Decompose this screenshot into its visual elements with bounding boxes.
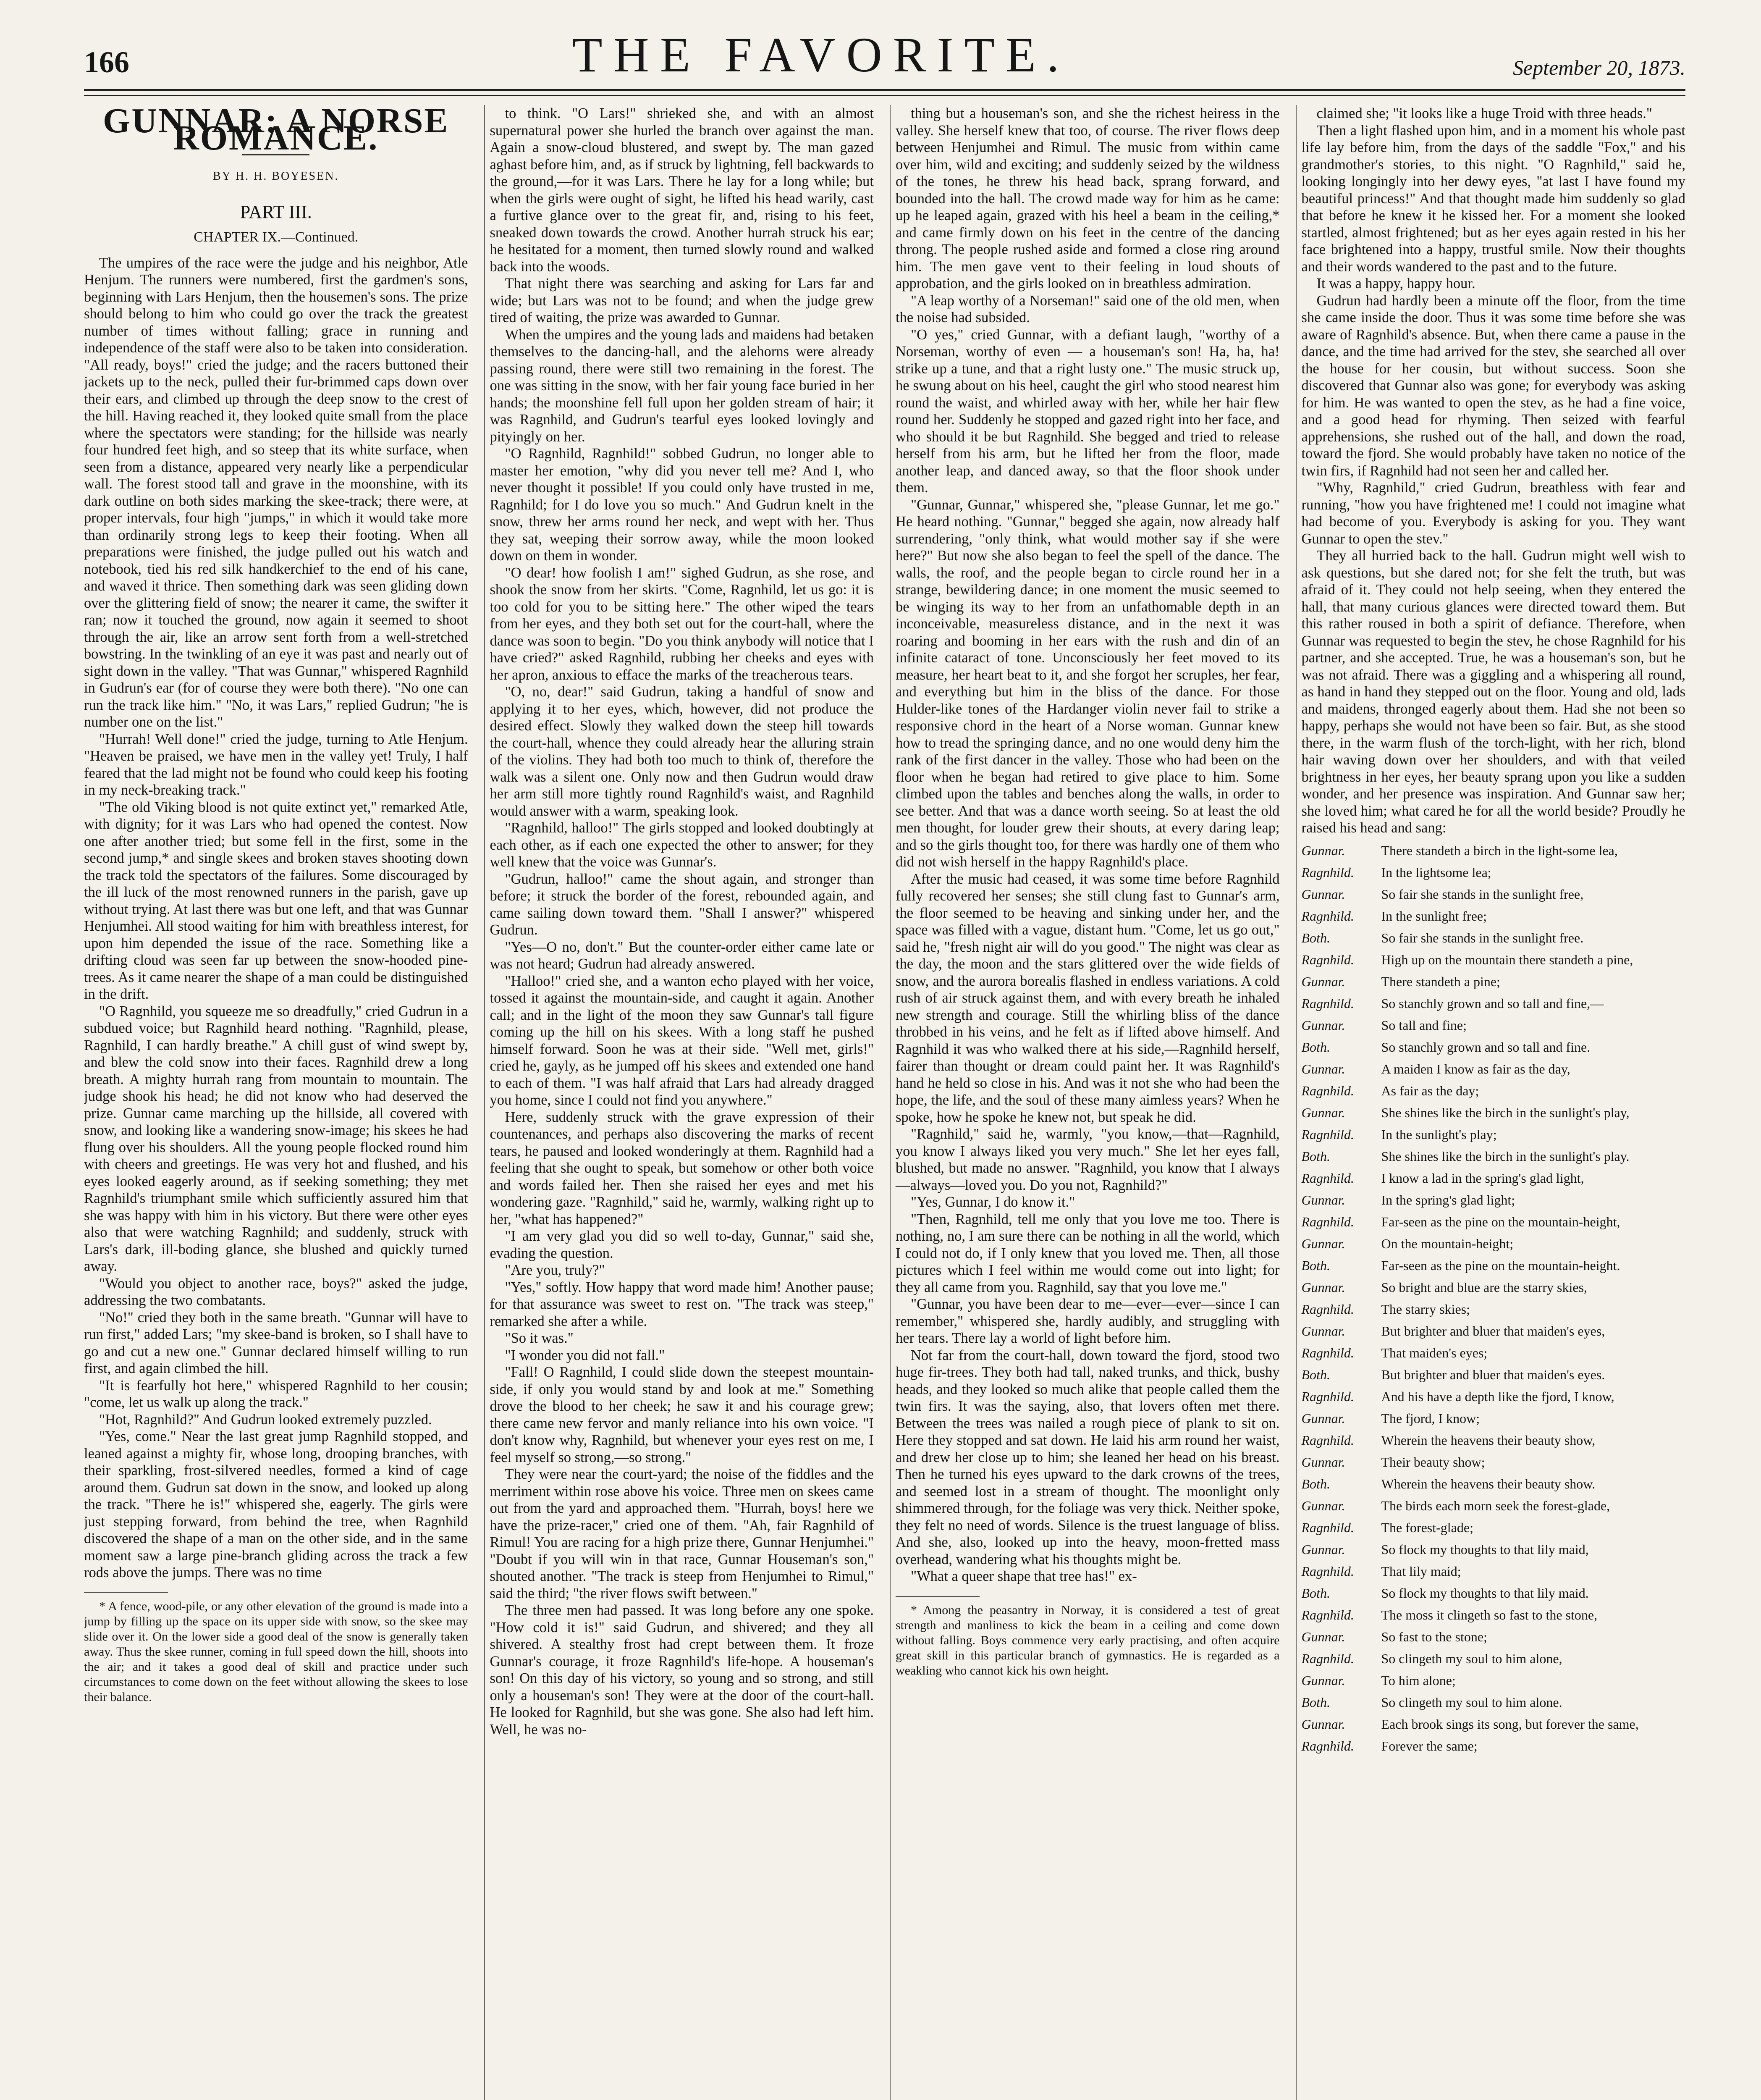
publication-title: THE FAVORITE. bbox=[572, 27, 1070, 82]
song-text: And his have a depth like the fjord, I know, bbox=[1381, 1389, 1614, 1404]
song-speaker: Gunnar. bbox=[1301, 886, 1345, 902]
song-text: So flock my thoughts to that lily maid, bbox=[1381, 1541, 1589, 1557]
song-line bbox=[1302, 886, 1686, 902]
song-text: But brighter and bluer that maiden's eyes, bbox=[1381, 1323, 1605, 1339]
paragraph: "Gudrun, halloo!" came the shout again, and stronger than before; it struck the border of the forest, rebounded again, and came sailing down toward them. "Shall I answer?" whispered Gudrun. bbox=[490, 871, 874, 938]
song-speaker: Ragnhild. bbox=[1301, 908, 1354, 924]
song-speaker: Both. bbox=[1301, 1476, 1330, 1491]
paragraph: Gudrun had hardly been a minute off the floor, from the time she came inside the door. Thus it was some time before she was aware of Ragnhild's absence. But, when there came a pause in the dance, and the time had arrived for the stev, she searched all over the house for her cousin, but without success. Soon she discovered that Gunnar also was gone; for everybody was asking for him. He was wanted to open the stev, as he had a fine voice, and a good head for rhyming. Then seized with fearful apprehensions, she rushed out of the hall, and down the road, toward the fjord. She would probably have taken no notice of the twin firs, if Ragnhild had not seen her and called her. bbox=[1301, 292, 1685, 479]
song-speaker: Ragnhild. bbox=[1301, 1083, 1354, 1098]
masthead-rule-thin bbox=[84, 95, 1685, 96]
song-line bbox=[1302, 1126, 1686, 1142]
column-3 bbox=[890, 105, 1280, 2100]
paragraph: "O yes," cried Gunnar, with a defiant laugh, "worthy of a Norseman, worthy of even — a houseman's son! Ha, ha, ha! strike up a tune, and that a right lusty one." The music struck up, he swung about on his heel, caught the girl who stood nearest him round the waist, and whirled away with her, while her hair flew round her. Suddenly he stopped and gazed right into her face, and who should it be but Ragnhild. She begged and tried to release herself from his arm, but he lifted her from the floor, made another leap, and danced away, so that the floor shook under them. bbox=[896, 326, 1280, 496]
song-speaker: Both. bbox=[1301, 1148, 1330, 1164]
song-text: On the mountain-height; bbox=[1381, 1236, 1514, 1251]
paragraph: "Hurrah! Well done!" cried the judge, turning to Atle Henjum. "Heaven be praised, we have men in the valley yet! Truly, I half feared that the lad might not be found who could keep his footing in my neck-breaking track." bbox=[84, 731, 468, 798]
song-line bbox=[1302, 1105, 1686, 1121]
paragraph: "Gunnar, Gunnar," whispered she, "please Gunnar, let me go." He heard nothing. "Gunnar," begged she again, now already half surrendering, "only think, what would mother say if she were here?" But now she also began to feel the spell of the dance. The walls, the roof, and the people began to circle round her in a strange, bewildering dance; in one moment the music seemed to be winging its way to her from an unfathomable depth in an inconceivable, measureless distance, and in the next it was roaring and booming in her ears with the rush and din of an infinite cataract of tone. Unconsciously her feet moved to its measure, her heart beat to it, and she forgot her scruples, her fear, and everything but him in the bliss of the dance. For those Hulder-like tones of the Hardanger violin never fail to strike a responsive chord in the heart of a Norse woman. Gunnar knew how to tread the springing dance, and no one would deny him the rank of the first dancer in the valley. Those who had been on the floor when he began had retired to give place to him. Some climbed upon the tables and benches along the walls, in order to see better. And that was a dance worth seeing. So at least the old men thought, for louder grew their shouts, at every daring leap; and so the girls thought too, for there was hardly one of them who did not wish herself in the happy Ragnhild's place. bbox=[896, 496, 1280, 870]
footnote-rule bbox=[84, 1592, 168, 1593]
song-speaker: Ragnhild. bbox=[1301, 1301, 1354, 1317]
paragraph: The umpires of the race were the judge and his neighbor, Atle Henjum. The runners were numbered, first the gardmen's sons, beginning with Lars Henjum, then the housemen's sons. The prize should belong to him who could go over the track the greatest number of times without falling; grace in running and independence of the staff were also to be taken into consideration. "All ready, boys!" cried the judge; and the racers buttoned their jackets up to the neck, pulled their fur-brimmed caps down over their ears, and climbed up through the deep snow to the crest of the hill. Having reached it, they looked quite small from the place where the spectators were standing; for the hillside was nearly four hundred feet high, and so steep that its white surface, when seen from a distance, appeared very nearly like a perpendicular wall. The forest stood tall and grave in the moonshine, with its dark outline on both sides marking the skee-track; there were, at proper intervals, four high "jumps," in which it would take more than ordinarily strong legs to keep their footing. When all preparations were finished, the judge pulled out his watch and notebook, tied his red silk handkerchief to the end of his cane, and waved it thrice. Then something dark was seen gliding down over the glittering field of snow; the nearer it came, the swifter it ran; now it touched the ground, now again it seemed to shoot through the air, like an arrow sent forth from a well-stretched bowstring. In the twinkling of an eye it was past and nearly out of sight down in the valley. "That was Gunnar," whispered Ragnhild in Gudrun's ear (for of course they were both there). "No one can run the track like him." "No, it was Lars," replied Gudrun; "he is number one on the list." bbox=[84, 255, 468, 730]
page-number: 166 bbox=[84, 45, 129, 79]
song-speaker: Gunnar. bbox=[1301, 1541, 1345, 1557]
song-text: So stanchly grown and so tall and fine. bbox=[1381, 1039, 1591, 1055]
song-speaker: Ragnhild. bbox=[1301, 1651, 1354, 1666]
song-text: That maiden's eyes; bbox=[1381, 1345, 1488, 1360]
song-text: The forest-glade; bbox=[1381, 1520, 1473, 1535]
song-speaker: Gunnar. bbox=[1301, 1498, 1345, 1513]
song-line bbox=[1302, 1170, 1686, 1186]
song-speaker: Ragnhild. bbox=[1301, 1126, 1354, 1142]
song-speaker: Both. bbox=[1301, 1367, 1330, 1382]
song-line bbox=[1302, 952, 1686, 968]
paragraph: "O, no, dear!" said Gudrun, taking a handful of snow and applying it to her eyes, which, however, did not produce the desired effect. Slowly they walked down the steep hill towards the court-hall, whence they could already hear the alluring strain of the violins. They had both too much to think of, therefore the walk was a silent one. Only now and then Gudrun would draw her arm still more tightly round Ragnhild's waist, and Ragnhild would answer with a warm, speaking look. bbox=[490, 684, 874, 819]
paragraph: "A leap worthy of a Norseman!" said one of the old men, when the noise had subsided. bbox=[896, 292, 1280, 326]
column-1 bbox=[84, 105, 468, 2100]
song-text: So clingeth my soul to him alone, bbox=[1381, 1651, 1562, 1666]
masthead bbox=[84, 29, 1685, 80]
song-text: To him alone; bbox=[1381, 1672, 1456, 1688]
song-line bbox=[1302, 1541, 1686, 1557]
paragraph: "Then, Ragnhild, tell me only that you love me too. There is nothing, no, I am sure there can be nothing in all the world, which I could not do, if I only knew that you loved me. Then, all those pictures which I feel within me would come out into light; for they all came from you. Ragnhild, say that you love me." bbox=[896, 1211, 1280, 1295]
song-line bbox=[1302, 908, 1686, 924]
paragraph: "Fall! O Ragnhild, I could slide down the steepest mountain-side, if only you would stand by and look at me." Something drove the blood to her cheek; he saw it and his courage grew; there came new fervor and manly reliance into his own voice. "I don't know why, Ragnhild, but whenever your eyes rest on me, I feel myself so strong,—so strong." bbox=[490, 1364, 874, 1465]
song-text: A maiden I know as fair as the day, bbox=[1381, 1061, 1570, 1076]
song-speaker: Gunnar. bbox=[1301, 974, 1345, 989]
song-line bbox=[1302, 1257, 1686, 1273]
song-text: There standeth a birch in the light-some lea, bbox=[1381, 843, 1618, 858]
song-speaker: Gunnar. bbox=[1301, 1105, 1345, 1120]
paragraph: Here, suddenly struck with the grave expression of their countenances, and perhaps also discovering the marks of recent tears, he paused and looked wonderingly at them. Ragnhild had a feeling that she ought to speak, but somehow or other both voice and words failed her. Then she raised her eyes and met his wondering gaze. "Ragnhild," said he, warmly, walking right up to her, "what has happened?" bbox=[490, 1109, 874, 1227]
paragraph: "Yes, come." Near the last great jump Ragnhild stopped, and leaned against a mighty fir, whose long, drooping branches, with their sparkling, frost-silvered needles, formed a kind of cage around them. Gudrun sat down in the snow, and looked up along the track. "There he is!" whispered she, eagerly. The girls were just stepping forward, from behind the tree, when Ragnhild discovered the shape of a man on the other side, and in the same moment saw a large pine-branch gliding across the track a few rods above the jumps. There was no time bbox=[84, 1428, 468, 1580]
song-speaker: Ragnhild. bbox=[1301, 1738, 1354, 1754]
song-text: So stanchly grown and so tall and fine,— bbox=[1381, 995, 1604, 1011]
paragraph: "What a queer shape that tree has!" ex- bbox=[911, 1568, 1137, 1584]
footnote: * Among the peasantry in Norway, it is considered a test of great strength and manliness to kick the beam in a ceiling and come down without falling. Boys commence very early practising, and often acquire great skill in this particular branch of gymnastics. He is regarded as a weakling who cannot kick his own height. bbox=[896, 1603, 1280, 1677]
song-line bbox=[1302, 930, 1686, 946]
song-text: But brighter and bluer that maiden's eyes. bbox=[1381, 1367, 1605, 1382]
chapter-heading: CHAPTER IX.—Continued. bbox=[194, 229, 359, 245]
song-text: Far-seen as the pine on the mountain-height, bbox=[1381, 1214, 1620, 1229]
paragraph: "Why, Ragnhild," cried Gudrun, breathless with fear and running, "how you have frightened me! I could not imagine what had become of you. Everybody is asking for you. They want Gunnar to open the stev." bbox=[1301, 480, 1685, 547]
song-speaker: Gunnar. bbox=[1301, 1410, 1345, 1426]
song-speaker: Gunnar. bbox=[1301, 1629, 1345, 1644]
song-text: In the sunlight free; bbox=[1381, 908, 1487, 924]
song-text: The starry skies; bbox=[1381, 1301, 1470, 1317]
song-line bbox=[1302, 1454, 1686, 1470]
song-speaker: Gunnar. bbox=[1301, 1192, 1345, 1208]
song-text: Far-seen as the pine on the mountain-height. bbox=[1381, 1257, 1620, 1273]
paragraph: "Would you object to another race, boys?" asked the judge, addressing the two combatants. bbox=[84, 1275, 468, 1308]
song-line bbox=[1302, 1410, 1686, 1426]
song-text: I know a lad in the spring's glad light, bbox=[1381, 1170, 1584, 1186]
paragraph: thing but a houseman's son, and she the richest heiress in the valley. She herself knew that too, of course. The river flows deep between Henjumhei and Rimul. The music from within came over him, wild and exciting; and suddenly seized by the wildness of the tones, he threw his head back, sprang forward, and bounded into the hall. The crowd made way for him as he came: up he leaped again, grazed with his heel a beam in the ceiling,* and came firmly down on his feet in the centre of the dancing throng. The people rushed aside and formed a close ring around him. The men gave vent to their feeling in loud shouts of approbation, and the girls looked on in breathless admiration. bbox=[896, 105, 1280, 291]
song-text: Wherein the heavens their beauty show, bbox=[1381, 1432, 1596, 1448]
masthead-rule bbox=[84, 89, 1685, 91]
footnote: * A fence, wood-pile, or any other elevation of the ground is made into a jump by filling up the space on its upper side with snow, so the skee may slide over it. On the lower side a good deal of the snow is generally taken away. Thus the skee runner, coming in full speed down the hill, shoots into the air; and it takes a good deal of skill and practice under such circumstances to come down on the feet without allowing the skees to lose their balance. bbox=[84, 1599, 468, 1704]
song-speaker: Gunnar. bbox=[1301, 1672, 1345, 1688]
song-speaker: Ragnhild. bbox=[1301, 1520, 1354, 1535]
song-line bbox=[1302, 1585, 1686, 1601]
song-text: That lily maid; bbox=[1381, 1563, 1461, 1579]
song-text: So bright and blue are the starry skies, bbox=[1381, 1279, 1588, 1295]
paragraph: "Yes," softly. How happy that word made him! Another pause; for that assurance was sweet to rest on. "The track was steep," remarked she after a while. bbox=[490, 1279, 874, 1329]
song-text: So fast to the stone; bbox=[1381, 1629, 1487, 1644]
column-body bbox=[1302, 105, 1686, 837]
paragraph: "I wonder you did not fall." bbox=[505, 1347, 665, 1363]
paragraph: "Ragnhild, halloo!" The girls stopped and looked doubtingly at each other, as if each one expected the other to answer; for they well knew that the voice was Gunnar's. bbox=[490, 820, 874, 870]
song-line bbox=[1302, 1672, 1686, 1688]
paragraph: "The old Viking blood is not quite extinct yet," remarked Atle, with dignity; for it was Lars who had opened the contest. Now one after another tried; but some fell in the first, some in the second jump,* and single skees and broken staves shooting down the track told the spectators of the failures. Some discouraged by the ill luck of the most renowned runners in the parish, gave up without trying. At last there was but one left, and that was Gunnar Henjumhei. All stood waiting for him with breathless interest, for upon him depended the issue of the race. Something like a drifting cloud was seen far up between the snow-hooded pine-trees. As it came nearer the shape of a man could be distinguished in the drift. bbox=[84, 799, 468, 1002]
song-text: So flock my thoughts to that lily maid. bbox=[1381, 1585, 1589, 1601]
song-line bbox=[1302, 1563, 1686, 1579]
song-text: Their beauty show; bbox=[1381, 1454, 1485, 1470]
paragraph: claimed she; "it looks like a huge Troid with three heads." bbox=[1316, 105, 1652, 121]
paragraph: They all hurried back to the hall. Gudrun might well wish to ask questions, but she dared not; for she felt the truth, but was afraid of it. They could not help seeing, when they entered the hall, that many curious glances were directed toward them. But this rather roused in both a spirit of defiance. Therefore, when Gunnar was requested to begin the stev, he chose Ragnhild for his partner, and she accepted. True, he was a houseman's son, but he was not afraid. There was a giggling and a whispering all round, as hand in hand they stepped out on the floor. Young and old, lads and maidens, thronged eagerly about them. Had she not been so happy, perhaps she would not have been so fair. But, as she stood there, in the warm flush of the torch-light, with her rich, blond hair waving down over her shoulders, and with that veiled brightness in her eyes, her beauty sprang upon you like a sudden wonder, and her presence was inspiration. And Gunnar saw her; she loved him; what cared he for all the world beside? Proudly he raised his head and sang: bbox=[1301, 548, 1685, 836]
song-text: Wherein the heavens their beauty show. bbox=[1381, 1476, 1596, 1491]
paragraph: "Gunnar, you have been dear to me—ever—ever—since I can remember," whispered she, hardly audibly, and struggling with her tears. There lay a world of light before him. bbox=[896, 1296, 1280, 1346]
song-text: She shines like the birch in the sunlight's play, bbox=[1381, 1105, 1630, 1120]
song-verses bbox=[1302, 843, 1686, 1754]
song-text: In the lightsome lea; bbox=[1381, 864, 1491, 880]
song-line bbox=[1302, 995, 1686, 1011]
song-text: She shines like the birch in the sunlight's play. bbox=[1381, 1148, 1630, 1164]
columns bbox=[84, 105, 1685, 2100]
song-speaker: Ragnhild. bbox=[1301, 1170, 1354, 1186]
song-speaker: Both. bbox=[1301, 930, 1330, 945]
song-line bbox=[1302, 1738, 1686, 1754]
paragraph: "Are you, truly?" bbox=[505, 1262, 605, 1278]
paragraph: "Hot, Ragnhild?" And Gudrun looked extremely puzzled. bbox=[99, 1411, 432, 1428]
issue-date: September 20, 1873. bbox=[1512, 56, 1685, 79]
paragraph: "Ragnhild," said he, warmly, "you know,—that—Ragnhild, you know I always liked you very much." She let her eyes fall, blushed, but made no answer. "Ragnhild, you know that I always—always—loved you. Do you not, Ragnhild?" bbox=[896, 1126, 1280, 1193]
song-line bbox=[1302, 1389, 1686, 1404]
paragraph: When the umpires and the young lads and maidens had betaken themselves to the dancing-hall, and the alehorns were already passing round, there were still two remaining in the forest. The one was sitting in the snow, with her fair young face buried in her hands; the moonshine fell full upon her golden stream of hair; it was Ragnhild, and Gudrun's tearful eyes looked lovingly and pityingly on her. bbox=[490, 326, 874, 445]
song-speaker: Ragnhild. bbox=[1301, 1214, 1354, 1229]
song-speaker: Ragnhild. bbox=[1301, 1389, 1354, 1404]
column-body bbox=[490, 105, 874, 1738]
song-text: In the sunlight's play; bbox=[1381, 1126, 1497, 1142]
song-line bbox=[1302, 1323, 1686, 1339]
song-text: There standeth a pine; bbox=[1381, 974, 1500, 989]
song-speaker: Both. bbox=[1301, 1585, 1330, 1601]
paragraph: After the music had ceased, it was some time before Ragnhild fully recovered her senses; she still clung fast to Gunnar's arm, the floor seemed to be heaving and sinking under her, and the space was filled with a vague, distant hum. "Come, let us go out," said he, "fresh night air will do you good." The night was clear as the day, the moon and the stars glittered over the wide fields of snow, and the aurora borealis flashed in endless variations. A cold rush of air struck against them, and with every breath he inhaled new strength and courage. Still the whirling bliss of the dance throbbed in his veins, and he felt as if lifted above himself. And Ragnhild it was who walked there at his side,—Ragnhild herself, fairer than thought or dream could paint her. It was Ragnhild's hand he held so close in his. And was it not she who had been the hope, the life, and the soul of these many aimless years? When he spoke, how he spoke he knew not, but speak he did. bbox=[896, 871, 1280, 1125]
song-line bbox=[1302, 1301, 1686, 1317]
song-line bbox=[1302, 843, 1686, 858]
part-heading: PART III. bbox=[240, 201, 312, 222]
song-text: So tall and fine; bbox=[1381, 1017, 1467, 1033]
song-speaker: Ragnhild. bbox=[1301, 1607, 1354, 1622]
paragraph: It was a happy, happy hour. bbox=[1316, 276, 1475, 291]
paragraph: That night there was searching and asking for Lars far and wide; but Lars was not to be found; and when the judge grew tired of waiting, the prize was awarded to Gunnar. bbox=[490, 276, 874, 326]
story-title: GUNNAR: A NORSE ROMANCE. bbox=[103, 105, 449, 158]
song-line bbox=[1302, 864, 1686, 880]
song-line bbox=[1302, 1083, 1686, 1099]
song-speaker: Ragnhild. bbox=[1301, 995, 1354, 1011]
paragraph: "O Ragnhild, Ragnhild!" sobbed Gudrun, no longer able to master her emotion, "why did you never tell me? And I, who never thought it possible! If you could only have trusted in me, Ragnhild; for I do love you so much." And Gudrun knelt in the snow, threw her arms round her neck, and wept with her. Thus they sat, weeping their sorrow away, while the moon looked down on them in wonder. bbox=[490, 446, 874, 564]
column-2 bbox=[484, 105, 874, 2100]
byline: BY H. H. BOYESEN. bbox=[213, 170, 339, 183]
song-line bbox=[1302, 1214, 1686, 1230]
song-text: High up on the mountain there standeth a pine, bbox=[1381, 952, 1633, 967]
song-speaker: Ragnhild. bbox=[1301, 1432, 1354, 1448]
song-line bbox=[1302, 1629, 1686, 1645]
song-speaker: Gunnar. bbox=[1301, 1716, 1345, 1732]
song-line bbox=[1302, 1716, 1686, 1732]
paragraph: "It is fearfully hot here," whispered Ragnhild to her cousin; "come, let us walk up along the track." bbox=[84, 1377, 468, 1410]
song-line bbox=[1302, 1017, 1686, 1033]
song-speaker: Gunnar. bbox=[1301, 1279, 1345, 1295]
song-line bbox=[1302, 1476, 1686, 1492]
song-line bbox=[1302, 1192, 1686, 1208]
song-text: So fair she stands in the sunlight free, bbox=[1381, 886, 1584, 902]
song-text: The moss it clingeth so fast to the stone, bbox=[1381, 1607, 1598, 1622]
song-speaker: Gunnar. bbox=[1301, 1017, 1345, 1033]
footnote-rule bbox=[896, 1596, 980, 1597]
song-line bbox=[1302, 1651, 1686, 1667]
paragraph: "Yes—O no, don't." But the counter-order either came late or was not heard; Gudrun had already answered. bbox=[490, 939, 874, 972]
paragraph: "O Ragnhild, you squeeze me so dreadfully," cried Gudrun in a subdued voice; but Ragnhild heard nothing. "Ragnhild, please, Ragnhild, I can hardly breathe." A chill gust of wind swept by, and blew the cold snow into their faces. Ragnhild drew a long breath. A mighty hurrah rang from mountain to mountain. The judge shook his head; he did not know who had deserved the prize. Gunnar came marching up the hillside, all covered with snow, and looking like a wandering snow-image; his skees he had flung over his shoulders. All the young people flocked round him with cheers and greetings. He was very hot and flushed, and his eyes looked eagerly around, as if seeking something; they met Ragnhild's triumphant smile which sufficiently assured him that she was happy with him in his victory. But there were other eyes also that were watching Ragnhild; and suddenly, struck with Lars's dark, ill-boding glance, she blushed and quickly turned away. bbox=[84, 1003, 468, 1274]
paragraph: "Yes, Gunnar, I do know it." bbox=[911, 1194, 1075, 1210]
song-line bbox=[1302, 974, 1686, 990]
song-speaker: Both. bbox=[1301, 1694, 1330, 1710]
column-4 bbox=[1296, 105, 1686, 2100]
song-line bbox=[1302, 1432, 1686, 1448]
paragraph: to think. "O Lars!" shrieked she, and with an almost supernatural power she hurled the branch over against the man. Again a snow-cloud blustered, and swept by. The man gazed aghast before him, and, as if struck by lightning, fell backwards to the ground,—for it was Lars. There he lay for a long while; but when the girls were ought of sight, he lifted his head warily, cast a furtive glance over to the great fir, and, rising to his feet, sneaked down towards the crowd. Another hurrah struck his ear; he hesitated for a moment, then turned slowly round and walked back into the woods. bbox=[490, 105, 874, 275]
song-text: In the spring's glad light; bbox=[1381, 1192, 1515, 1208]
paragraph: They were near the court-yard; the noise of the fiddles and the merriment within rose above his voice. Three men on skees came out from the yard and approached them. "Hurrah, boys! here we have the prize-racer," cried one of them. "Ah, fair Ragnhild of Rimul! You are racing for a high prize there, Gunnar Henjumhei." "Doubt if you will win in that race, Gunnar Houseman's son," shouted another. "The track is steep from Henjumhei to Rimul," said the third; "the river flows swift between." bbox=[490, 1466, 874, 1601]
song-text: Forever the same; bbox=[1381, 1738, 1478, 1754]
song-line bbox=[1302, 1039, 1686, 1055]
paragraph: "No!" cried they both in the same breath. "Gunnar will have to run first," added Lars; "my skee-band is broken, so I shall have to go and cut a new one." Gunnar declared himself willing to run first, and again climbed the hill. bbox=[84, 1309, 468, 1376]
song-speaker: Gunnar. bbox=[1301, 1323, 1345, 1339]
paragraph: "So it was." bbox=[505, 1330, 574, 1346]
column-body bbox=[84, 255, 468, 1581]
song-text: So fair she stands in the sunlight free. bbox=[1381, 930, 1584, 945]
paragraph: "O dear! how foolish I am!" sighed Gudrun, as she rose, and shook the snow from her skirts. "Come, Ragnhild, let us go: it is too cold for you to be sitting here." The other wiped the tears from her eyes, and they both set out for the court-hall, where the dance was soon to begin. "Do you think anybody will notice that I have cried?" asked Ragnhild, rubbing her cheeks and eyes with her apron, anxious to efface the marks of the treacherous tears. bbox=[490, 564, 874, 683]
song-text: The fjord, I know; bbox=[1381, 1410, 1480, 1426]
song-line bbox=[1302, 1279, 1686, 1295]
song-speaker: Both. bbox=[1301, 1257, 1330, 1273]
paragraph: "I am very glad you did so well to-day, Gunnar," said she, evading the question. bbox=[490, 1228, 874, 1261]
song-text: The birds each morn seek the forest-glade, bbox=[1381, 1498, 1610, 1513]
paragraph: "Halloo!" cried she, and a wanton echo played with her voice, tossed it against the mountain-side, and caught it again. Another call; and in the light of the moon they saw Gunnar's tall figure coming up the hill on his skees. With a long staff he pushed himself forward. Soon he was at their side. "Well met, girls!" cried he, gayly, as he jumped off his skees and extended one hand to each of them. "I was half afraid that Lars had already dragged you home, since I could not find you anywhere." bbox=[490, 973, 874, 1108]
song-line bbox=[1302, 1367, 1686, 1383]
song-speaker: Ragnhild. bbox=[1301, 952, 1354, 967]
song-line bbox=[1302, 1148, 1686, 1164]
column-body bbox=[896, 105, 1280, 1585]
song-speaker: Ragnhild. bbox=[1301, 1563, 1354, 1579]
song-text: Each brook sings its song, but forever the same, bbox=[1381, 1716, 1639, 1732]
song-speaker: Both. bbox=[1301, 1039, 1330, 1055]
paragraph: The three men had passed. It was long before any one spoke. "How cold it is!" said Gudrun, and shivered; and they all shivered. A stealthy frost had crept between them. It froze Gunnar's courage, it froze Ragnhild's life-hope. A houseman's son! On this day of his victory, so young and so strong, and still only a houseman's son! They were at the door of the court-hall. He looked for Ragnhild, but she was gone. She also had left him. Well, he was no- bbox=[490, 1602, 874, 1738]
song-speaker: Gunnar. bbox=[1301, 1061, 1345, 1076]
paragraph: Not far from the court-hall, down toward the fjord, stood two huge fir-trees. They both had tall, naked trunks, and thick, bushy heads, and they looked so much alike that people called them the twin firs. It was the saying, also, that lovers often met there. Between the trees was nailed a rough piece of plank to sit on. Here they stopped and sat down. He laid his arm round her waist, and drew her close up to him; she leaned her head on his breast. Then he turned his eyes upward to the dark crowns of the trees, and seemed lost in a stream of thought. The moonlight only shimmered through, for the foliage was very thick. Neither spoke, they felt no need of words. Silence is the truest language of bliss. And she, also, looked up into the heavy, moon-fretted mass overhead, wandering what his thoughts might be. bbox=[896, 1347, 1280, 1567]
song-line bbox=[1302, 1520, 1686, 1536]
song-text: As fair as the day; bbox=[1381, 1083, 1479, 1098]
song-line bbox=[1302, 1061, 1686, 1077]
song-line bbox=[1302, 1345, 1686, 1361]
song-speaker: Ragnhild. bbox=[1301, 864, 1354, 880]
song-speaker: Gunnar. bbox=[1301, 1236, 1345, 1251]
song-speaker: Gunnar. bbox=[1301, 843, 1345, 858]
song-speaker: Ragnhild. bbox=[1301, 1345, 1354, 1360]
song-speaker: Gunnar. bbox=[1301, 1454, 1345, 1470]
paragraph: Then a light flashed upon him, and in a moment his whole past life lay before him, from the days of the saddle "Fox," and his grandmother's stories, to this night. "O Ragnhild," said he, looking longingly into her dewy eyes, "at last I have found my beautiful princess!" And that thought made him suddenly so glad that before he knew it he kissed her. For a moment she looked startled, almost frightened; but as her eyes again rested in his her face brightened into a happy, trustful smile. Now their thoughts and their words wandered to the past and to the future. bbox=[1301, 122, 1685, 275]
song-text: So clingeth my soul to him alone. bbox=[1381, 1694, 1562, 1710]
song-line bbox=[1302, 1694, 1686, 1710]
song-line bbox=[1302, 1498, 1686, 1514]
song-line bbox=[1302, 1236, 1686, 1252]
song-line bbox=[1302, 1607, 1686, 1623]
